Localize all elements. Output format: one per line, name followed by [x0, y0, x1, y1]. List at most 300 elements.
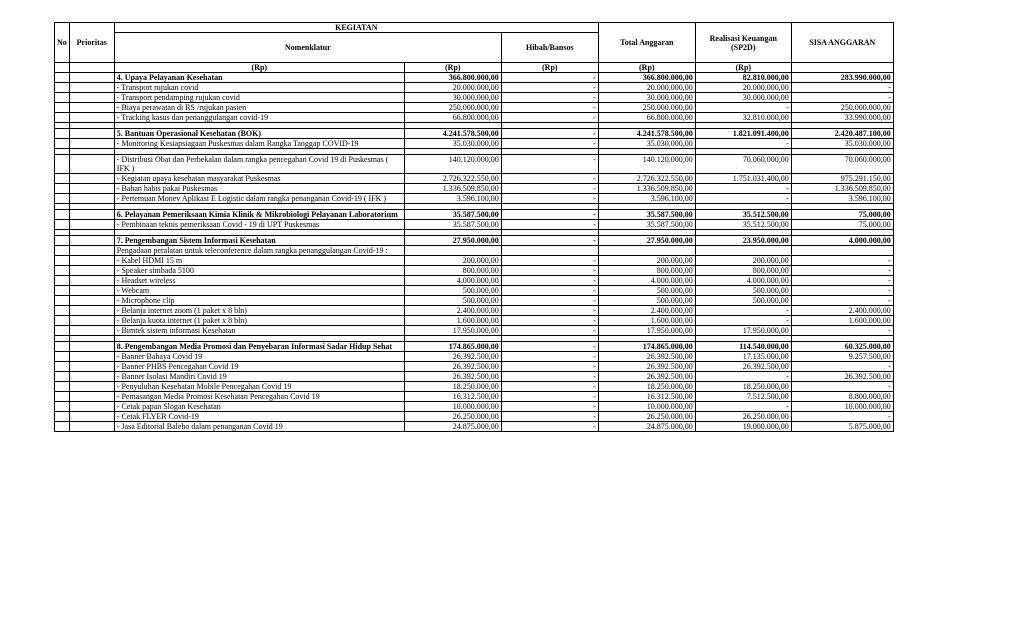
prioritas-cell: [69, 155, 114, 174]
anggaran-cell: 366.800.000,00: [404, 73, 501, 83]
sisa-cell: -: [791, 256, 893, 266]
header-no: No: [55, 23, 70, 63]
no-cell: [55, 402, 70, 412]
no-cell: [55, 326, 70, 336]
nomenklatur-cell: - Belanja kuota internet (1 paket x 8 bln): [114, 316, 404, 326]
sisa-cell: 2.420.487.100,00: [791, 129, 893, 139]
total-cell: 200.000,00: [598, 256, 695, 266]
hibah-cell: -: [501, 139, 598, 149]
anggaran-cell: 26.392.500,00: [404, 352, 501, 362]
sisa-cell: 35.030.000,00: [791, 139, 893, 149]
no-cell: [55, 210, 70, 220]
total-cell: 1.336.509.850,00: [598, 184, 695, 194]
anggaran-cell: 26.392.500,00: [404, 362, 501, 372]
sisa-cell: 975.291.150,00: [791, 174, 893, 184]
hibah-cell: -: [501, 129, 598, 139]
no-cell: [55, 184, 70, 194]
realisasi-cell: 30.000.000,00: [695, 93, 791, 103]
prioritas-cell: [69, 266, 114, 276]
table-row: [55, 296, 894, 306]
table-row: [55, 246, 894, 256]
nomenklatur-cell: - Microphone clip: [114, 296, 404, 306]
nomenklatur-cell: - Bahan habis pakai Puskesmas: [114, 184, 404, 194]
total-cell: 500.000,00: [598, 286, 695, 296]
realisasi-cell: 500.000,00: [695, 296, 791, 306]
realisasi-cell: 7.512.500,00: [695, 392, 791, 402]
total-cell: 17.950.000,00: [598, 326, 695, 336]
anggaran-cell: 1.600.000,00: [404, 316, 501, 326]
hibah-cell: -: [501, 392, 598, 402]
hibah-cell: -: [501, 220, 598, 230]
nomenklatur-cell: - Headset wireless: [114, 276, 404, 286]
sisa-cell: 70.060.000,00: [791, 155, 893, 174]
anggaran-cell: 35.030.000,00: [404, 139, 501, 149]
anggaran-cell: 20.000.000,00: [404, 83, 501, 93]
unit-rp-label: (Rp): [404, 63, 501, 73]
sisa-cell: -: [791, 362, 893, 372]
sisa-cell: 4.000.000,00: [791, 236, 893, 246]
no-cell: [55, 246, 70, 256]
sisa-cell: -: [791, 326, 893, 336]
anggaran-cell: 500.000,00: [404, 296, 501, 306]
realisasi-cell: 19.000.000,00: [695, 422, 791, 432]
anggaran-cell: 500.000,00: [404, 286, 501, 296]
sisa-cell: 8.800.000,00: [791, 392, 893, 402]
no-cell: [55, 382, 70, 392]
nomenklatur-cell: - Tracking kasus dan penanggulangan covid-19: [114, 113, 404, 123]
nomenklatur-cell: - Jasa Editorial Baleho dalam penanganan Covid 19: [114, 422, 404, 432]
section-row: [55, 342, 894, 352]
no-cell: [55, 342, 70, 352]
unit-rp-label: (Rp): [114, 63, 404, 73]
hibah-cell: -: [501, 103, 598, 113]
realisasi-cell: 114.540.000,00: [695, 342, 791, 352]
total-cell: [598, 246, 695, 256]
anggaran-cell: 30.000.000,00: [404, 93, 501, 103]
prioritas-cell: [69, 210, 114, 220]
table-row: [55, 362, 894, 372]
sisa-cell: -: [791, 93, 893, 103]
anggaran-cell: 10.000.000,00: [404, 402, 501, 412]
no-cell: [55, 139, 70, 149]
realisasi-cell: 32.810.000,00: [695, 113, 791, 123]
total-cell: 35.030.000,00: [598, 139, 695, 149]
sisa-cell: 250.000.000,00: [791, 103, 893, 113]
no-cell: [55, 174, 70, 184]
prioritas-cell: [69, 174, 114, 184]
hibah-cell: -: [501, 352, 598, 362]
table-row: [55, 326, 894, 336]
anggaran-cell: [404, 246, 501, 256]
total-cell: 26.250.000,00: [598, 412, 695, 422]
sisa-cell: 5.875.000,00: [791, 422, 893, 432]
header-nomenklatur: Nomenklatur: [114, 33, 501, 63]
table-row: [55, 266, 894, 276]
prioritas-cell: [69, 139, 114, 149]
hibah-cell: -: [501, 256, 598, 266]
anggaran-cell: 1.336.509.850,00: [404, 184, 501, 194]
nomenklatur-cell: 7. Pengembangan Sistem Informasi Kesehatan: [114, 236, 404, 246]
total-cell: 66.800.000,00: [598, 113, 695, 123]
prioritas-cell: [69, 83, 114, 93]
hibah-cell: -: [501, 194, 598, 204]
sisa-cell: -: [791, 296, 893, 306]
nomenklatur-cell: - Banner Isolasi Mandiri Covid 19: [114, 372, 404, 382]
unit-cell-empty: [69, 63, 114, 73]
total-cell: 500.000,00: [598, 296, 695, 306]
total-cell: 16.312.500,00: [598, 392, 695, 402]
sisa-cell: 26.392.500,00: [791, 372, 893, 382]
no-cell: [55, 412, 70, 422]
total-cell: 4.000.000,00: [598, 276, 695, 286]
no-cell: [55, 83, 70, 93]
hibah-cell: -: [501, 402, 598, 412]
table-row: [55, 113, 894, 123]
prioritas-cell: [69, 103, 114, 113]
anggaran-cell: 18.250.000,00: [404, 382, 501, 392]
realisasi-cell: 17.950.000,00: [695, 326, 791, 336]
sisa-cell: 75.000,00: [791, 210, 893, 220]
realisasi-cell: 70.060.000,00: [695, 155, 791, 174]
no-cell: [55, 113, 70, 123]
realisasi-cell: -: [695, 184, 791, 194]
nomenklatur-cell: - Kabel HDMI 15 m: [114, 256, 404, 266]
table-row: [55, 93, 894, 103]
hibah-cell: [501, 246, 598, 256]
budget-table: [54, 22, 894, 432]
no-cell: [55, 352, 70, 362]
prioritas-cell: [69, 402, 114, 412]
sisa-cell: [791, 246, 893, 256]
hibah-cell: -: [501, 326, 598, 336]
realisasi-cell: 26.250.000,00: [695, 412, 791, 422]
nomenklatur-cell: - Pemasangan Media Promosi Kesehatan Pencegahan Covid 19: [114, 392, 404, 402]
nomenklatur-cell: - Belanja internet zoom (1 paket x 8 bln): [114, 306, 404, 316]
hibah-cell: -: [501, 316, 598, 326]
total-cell: 35.587.500,00: [598, 210, 695, 220]
sisa-cell: 283.990.000,00: [791, 73, 893, 83]
anggaran-cell: 174.865.000,00: [404, 342, 501, 352]
sisa-cell: 60.325.000,00: [791, 342, 893, 352]
hibah-cell: -: [501, 184, 598, 194]
hibah-cell: -: [501, 422, 598, 432]
anggaran-cell: 24.875.000,00: [404, 422, 501, 432]
realisasi-cell: -: [695, 316, 791, 326]
nomenklatur-cell: - Banner PHBS Pencegahan Covid 19: [114, 362, 404, 372]
realisasi-cell: 17.135.000,00: [695, 352, 791, 362]
nomenklatur-cell: - Bimtek sistem informasi Kesehatan: [114, 326, 404, 336]
total-cell: 140.120.000,00: [598, 155, 695, 174]
realisasi-cell: 1.821.091.400,00: [695, 129, 791, 139]
sisa-cell: -: [791, 266, 893, 276]
no-cell: [55, 236, 70, 246]
total-cell: 4.241.578.500,00: [598, 129, 695, 139]
total-cell: 20.000.000,00: [598, 83, 695, 93]
hibah-cell: -: [501, 174, 598, 184]
anggaran-cell: 4.241.578.500,00: [404, 129, 501, 139]
anggaran-cell: 3.596.100,00: [404, 194, 501, 204]
sisa-cell: 33.990.000,00: [791, 113, 893, 123]
total-cell: 30.000.000,00: [598, 93, 695, 103]
hibah-cell: -: [501, 83, 598, 93]
prioritas-cell: [69, 342, 114, 352]
table-row: [55, 194, 894, 204]
hibah-cell: -: [501, 236, 598, 246]
total-cell: 26.392.500,00: [598, 372, 695, 382]
table-body: [55, 73, 894, 432]
prioritas-cell: [69, 256, 114, 266]
no-cell: [55, 422, 70, 432]
header-realisasi: Realisasi Keuangan (SP2D): [695, 23, 791, 63]
nomenklatur-cell: - Biaya perawatan di RS /rujukan pasien: [114, 103, 404, 113]
realisasi-cell: 1.751.031.400,00: [695, 174, 791, 184]
hibah-cell: -: [501, 93, 598, 103]
header-kegiatan: KEGIATAN: [114, 23, 598, 33]
hibah-cell: -: [501, 113, 598, 123]
nomenklatur-cell: 4. Upaya Pelayanan Kesehatan: [114, 73, 404, 83]
realisasi-cell: 18.250.000,00: [695, 382, 791, 392]
nomenklatur-cell: - Kegiatan upaya kesehatan masyarakat Puskesmas: [114, 174, 404, 184]
nomenklatur-cell: - Pertemuan Monev Aplikasi E Logistic dalam rangka penanganan Covid-19 ( IFK ): [114, 194, 404, 204]
table-row: [55, 392, 894, 402]
no-cell: [55, 103, 70, 113]
table-row: [55, 372, 894, 382]
prioritas-cell: [69, 194, 114, 204]
nomenklatur-cell: 8. Pengembangan Media Promosi dan Penyebaran Informasi Sadar Hidup Sehat: [114, 342, 404, 352]
anggaran-cell: 26.392.500,00: [404, 372, 501, 382]
sisa-cell: 9.257.500,00: [791, 352, 893, 362]
prioritas-cell: [69, 316, 114, 326]
total-cell: 1.600.000,00: [598, 316, 695, 326]
unit-rp-label: (Rp): [501, 63, 598, 73]
table-row: [55, 276, 894, 286]
table-row: [55, 316, 894, 326]
hibah-cell: -: [501, 306, 598, 316]
sisa-cell: -: [791, 412, 893, 422]
total-cell: 174.865.000,00: [598, 342, 695, 352]
prioritas-cell: [69, 73, 114, 83]
sisa-cell: 2.400.000,00: [791, 306, 893, 316]
hibah-cell: -: [501, 276, 598, 286]
anggaran-cell: 140.120.000,00: [404, 155, 501, 174]
no-cell: [55, 372, 70, 382]
header-total-anggaran: Total Anggaran: [598, 23, 695, 63]
hibah-cell: -: [501, 210, 598, 220]
sisa-cell: 1.336.509.850,00: [791, 184, 893, 194]
hibah-cell: -: [501, 266, 598, 276]
nomenklatur-cell: - Webcam: [114, 286, 404, 296]
sisa-cell: -: [791, 286, 893, 296]
anggaran-cell: 2.726.322.550,00: [404, 174, 501, 184]
prioritas-cell: [69, 392, 114, 402]
sisa-cell: -: [791, 382, 893, 392]
nomenklatur-cell: - Transport rujukan covid: [114, 83, 404, 93]
realisasi-cell: -: [695, 402, 791, 412]
table-row: [55, 402, 894, 412]
anggaran-cell: 35.587.500,00: [404, 210, 501, 220]
no-cell: [55, 256, 70, 266]
section-row: [55, 210, 894, 220]
prioritas-cell: [69, 306, 114, 316]
nomenklatur-cell: - Banner Bahaya Covid 19: [114, 352, 404, 362]
anggaran-cell: 16.312.500,00: [404, 392, 501, 402]
no-cell: [55, 129, 70, 139]
no-cell: [55, 362, 70, 372]
total-cell: 26.392.500,00: [598, 362, 695, 372]
realisasi-cell: [695, 246, 791, 256]
prioritas-cell: [69, 352, 114, 362]
total-cell: 27.950.000,00: [598, 236, 695, 246]
anggaran-cell: 200.000,00: [404, 256, 501, 266]
nomenklatur-cell: - Penyuluhan Kesehatan Mobile Pencegahan Covid 19: [114, 382, 404, 392]
table-row: [55, 422, 894, 432]
unit-cell-empty: [791, 63, 893, 73]
sisa-cell: 1.600.000,00: [791, 316, 893, 326]
table-row: [55, 174, 894, 184]
prioritas-cell: [69, 362, 114, 372]
total-cell: 3.596.100,00: [598, 194, 695, 204]
realisasi-cell: 26.392.500,00: [695, 362, 791, 372]
no-cell: [55, 286, 70, 296]
no-cell: [55, 276, 70, 286]
sisa-cell: 10.000.000,00: [791, 402, 893, 412]
hibah-cell: -: [501, 155, 598, 174]
nomenklatur-cell: Pengadaan peralatan untuk teleconference dalam rangka penanggulangan Covid-19 :: [114, 246, 404, 256]
hibah-cell: -: [501, 412, 598, 422]
total-cell: 24.875.000,00: [598, 422, 695, 432]
total-cell: 18.250.000,00: [598, 382, 695, 392]
nomenklatur-cell: - Speaker simbada 5100: [114, 266, 404, 276]
no-cell: [55, 296, 70, 306]
table-row: [55, 286, 894, 296]
section-row: [55, 129, 894, 139]
realisasi-cell: -: [695, 306, 791, 316]
hibah-cell: -: [501, 286, 598, 296]
total-cell: 250.000.000,00: [598, 103, 695, 113]
total-cell: 26.392.500,00: [598, 352, 695, 362]
no-cell: [55, 316, 70, 326]
sisa-cell: 75.000,00: [791, 220, 893, 230]
no-cell: [55, 392, 70, 402]
prioritas-cell: [69, 184, 114, 194]
anggaran-cell: 66.800.000,00: [404, 113, 501, 123]
sisa-cell: -: [791, 83, 893, 93]
prioritas-cell: [69, 326, 114, 336]
realisasi-cell: 200.000,00: [695, 256, 791, 266]
table-row: [55, 306, 894, 316]
table-row: [55, 382, 894, 392]
nomenklatur-cell: - Pembinaan teknis pemeriksaan Covid - 19 di UPT Puskesmas: [114, 220, 404, 230]
realisasi-cell: 23.950.000,00: [695, 236, 791, 246]
anggaran-cell: 27.950.000,00: [404, 236, 501, 246]
hibah-cell: -: [501, 382, 598, 392]
sisa-cell: -: [791, 276, 893, 286]
total-cell: 366.800.000,00: [598, 73, 695, 83]
unit-rp-label: (Rp): [695, 63, 791, 73]
nomenklatur-cell: 5. Bantuan Operasional Kesehatan (BOK): [114, 129, 404, 139]
prioritas-cell: [69, 422, 114, 432]
realisasi-cell: 35.512.500,00: [695, 210, 791, 220]
header-sisa-anggaran: SISA ANGGARAN: [791, 23, 893, 63]
realisasi-cell: -: [695, 372, 791, 382]
anggaran-cell: 4.000.000,00: [404, 276, 501, 286]
nomenklatur-cell: - Transport pendamping rujukan covid: [114, 93, 404, 103]
realisasi-cell: 800.000,00: [695, 266, 791, 276]
prioritas-cell: [69, 276, 114, 286]
prioritas-cell: [69, 236, 114, 246]
no-cell: [55, 266, 70, 276]
total-cell: 2.400.000,00: [598, 306, 695, 316]
table-row: [55, 184, 894, 194]
table-row: [55, 412, 894, 422]
prioritas-cell: [69, 246, 114, 256]
total-cell: 2.726.322.550,00: [598, 174, 695, 184]
no-cell: [55, 155, 70, 174]
realisasi-cell: 4.000.000,00: [695, 276, 791, 286]
nomenklatur-cell: - Distribusi Obat dan Perbekalan dalam rangka pencegahan Covid 19 di Puskesmas ( IFK ): [114, 155, 404, 174]
anggaran-cell: 26.250.000,00: [404, 412, 501, 422]
anggaran-cell: 250.000.000,00: [404, 103, 501, 113]
prioritas-cell: [69, 296, 114, 306]
section-row: [55, 73, 894, 83]
total-cell: 800.000,00: [598, 266, 695, 276]
section-row: [55, 236, 894, 246]
table-row: [55, 256, 894, 266]
header-hibah-bansos: Hibah/Bansos: [501, 33, 598, 63]
realisasi-cell: -: [695, 194, 791, 204]
realisasi-cell: 500.000,00: [695, 286, 791, 296]
hibah-cell: -: [501, 372, 598, 382]
hibah-cell: -: [501, 296, 598, 306]
prioritas-cell: [69, 129, 114, 139]
table-row: [55, 83, 894, 93]
no-cell: [55, 93, 70, 103]
anggaran-cell: 35.587.500,00: [404, 220, 501, 230]
prioritas-cell: [69, 372, 114, 382]
nomenklatur-cell: 6. Pelayanan Pemeriksaan Kimia Klinik & Mikrobiologi Pelayanan Laboratorium: [114, 210, 404, 220]
nomenklatur-cell: - Monitoring Kesiapsiagaan Puskesmas dalam Rangka Tanggap COVID-19: [114, 139, 404, 149]
total-cell: 35.587.500,00: [598, 220, 695, 230]
prioritas-cell: [69, 93, 114, 103]
sisa-cell: 3.596.100,00: [791, 194, 893, 204]
table-row: [55, 103, 894, 113]
realisasi-cell: 35.512.500,00: [695, 220, 791, 230]
realisasi-cell: 82.810.000,00: [695, 73, 791, 83]
table-row: [55, 220, 894, 230]
header-prioritas: Prioritas: [69, 23, 114, 63]
total-cell: 10.000.000,00: [598, 402, 695, 412]
no-cell: [55, 306, 70, 316]
prioritas-cell: [69, 412, 114, 422]
unit-rp-label: (Rp): [598, 63, 695, 73]
hibah-cell: -: [501, 73, 598, 83]
table-row: [55, 139, 894, 149]
anggaran-cell: 17.950.000,00: [404, 326, 501, 336]
hibah-cell: -: [501, 362, 598, 372]
nomenklatur-cell: - Cetak FLYER Covid-19: [114, 412, 404, 422]
nomenklatur-cell: - Cetak papan Slogan Kesehatan: [114, 402, 404, 412]
anggaran-cell: 2.400.000,00: [404, 306, 501, 316]
no-cell: [55, 73, 70, 83]
table-row: [55, 352, 894, 362]
realisasi-cell: -: [695, 139, 791, 149]
anggaran-cell: 800.000,00: [404, 266, 501, 276]
unit-cell-empty: [55, 63, 70, 73]
hibah-cell: -: [501, 342, 598, 352]
prioritas-cell: [69, 113, 114, 123]
prioritas-cell: [69, 382, 114, 392]
no-cell: [55, 220, 70, 230]
